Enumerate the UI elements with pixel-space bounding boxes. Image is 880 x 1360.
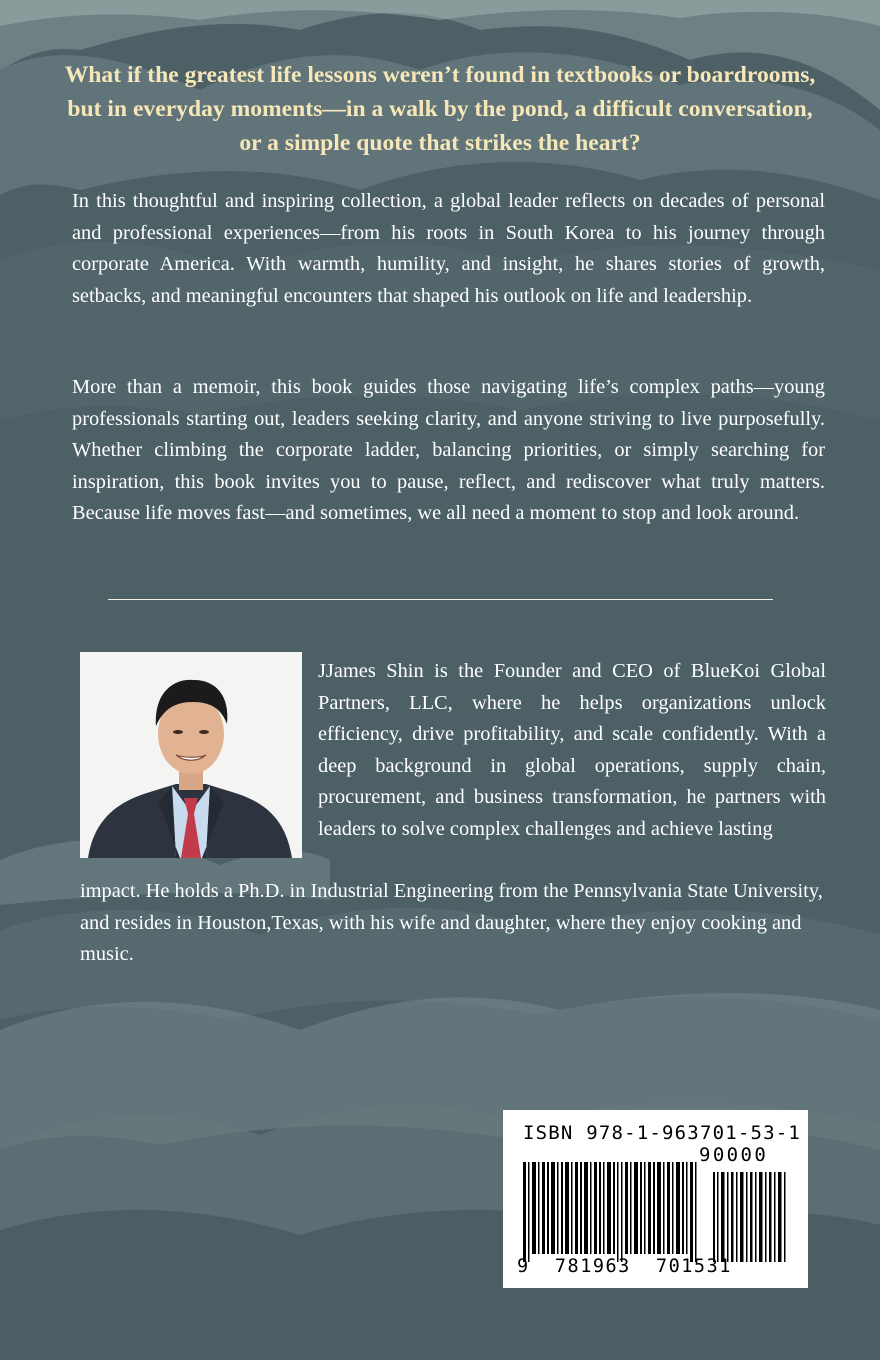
section-divider	[108, 599, 773, 600]
author-photo	[80, 652, 302, 858]
author-bio-continued: impact. He holds a Ph.D. in Industrial Engineering from the Pennsylvania State University, and resides in Houston,Texas, with his wife and daughter, where they enjoy cooking and music.	[80, 880, 823, 965]
description-paragraph-1: In this thoughtful and inspiring collection, a global leader reflects on decades of personal and professional experiences—from his roots in South Korea to his journey through corporate America. With warmth, humility, and insight, he shares stories of growth, setbacks, and meaningful encounters that shaped his outlook on life and leadership.	[72, 190, 825, 307]
barcode-addon-number: 90000	[699, 1144, 769, 1166]
isbn-barcode	[503, 1110, 808, 1288]
author-bio-wrapped: JJames Shin is the Founder and CEO of BlueKoi Global Partners, LLC, where he helps organizations unlock efficiency, drive profitability, and scale confidently. With a deep background in global operations, supply chain, procurement, and business transformation, he partners with leaders to solve complex challenges and achieve lasting	[318, 660, 826, 840]
description-paragraph-2: More than a memoir, this book guides those navigating life’s complex paths—young professionals starting out, leaders seeking clarity, and anyone striving to live purposefully. Whether climbing the corporate ladder, balancing priorities, or simply searching for inspiration, this book invites you to pause, reflect, and rediscover what truly matters. Because life moves fast—and sometimes, we all need a moment to stop and look around.	[72, 376, 825, 524]
isbn-label: ISBN 978-1-963701-53-1	[523, 1122, 802, 1144]
barcode-ean-number: 9 781963 701531	[517, 1256, 732, 1277]
hook-question: What if the greatest life lessons weren’t found in textbooks or boardrooms, but in everyday moments—in a walk by the pond, a difficult conversation, or a simple quote that strikes the heart?	[64, 62, 816, 156]
